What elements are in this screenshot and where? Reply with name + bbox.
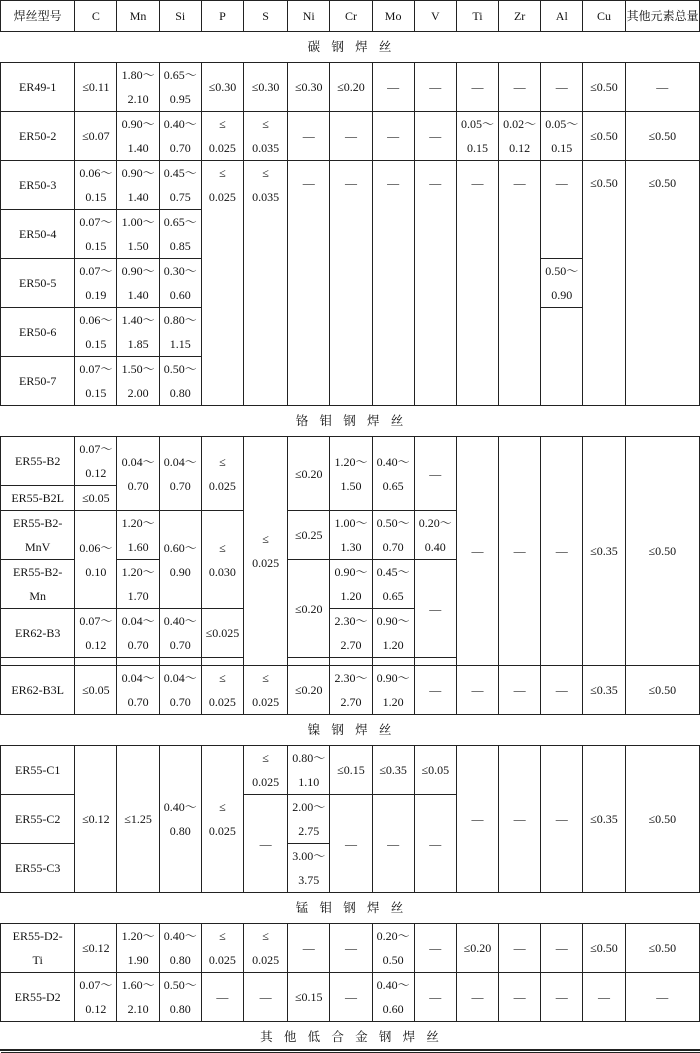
- value-cell: —: [499, 437, 541, 666]
- value-cell: 0.06～ 0.15: [75, 161, 117, 210]
- value-cell: —: [541, 973, 583, 1022]
- model-cell: ER55-D2: [1, 973, 75, 1022]
- header-cell: Cu: [583, 1, 625, 32]
- value-cell: 0.07～ 0.12: [75, 437, 117, 486]
- value-cell: 1.50～ 2.00: [117, 357, 159, 406]
- model-cell: ER50-6: [1, 308, 75, 357]
- section-title: 其他低合金钢焊丝: [1, 1022, 700, 1053]
- value-cell: 0.90～ 1.40: [117, 161, 159, 210]
- value-cell: ≤0.50: [583, 924, 625, 973]
- value-cell: ≤0.50: [583, 112, 625, 161]
- value-cell: —: [541, 746, 583, 893]
- value-cell: —: [244, 795, 288, 893]
- model-cell: ER50-7: [1, 357, 75, 406]
- value-cell: 0.50～ 0.90: [541, 259, 583, 308]
- value-cell: —: [625, 973, 699, 1022]
- value-cell: ≤0.20: [456, 924, 498, 973]
- header-cell: Al: [541, 1, 583, 32]
- value-cell: ≤ 0.025: [201, 924, 243, 973]
- model-cell: ER55-B2- MnV: [1, 511, 75, 560]
- spacer-cell: [1, 658, 75, 666]
- value-cell: ≤ 0.030: [201, 511, 243, 609]
- value-cell: —: [625, 63, 699, 112]
- value-cell: ≤0.50: [583, 63, 625, 112]
- value-cell: 1.00～ 1.30: [330, 511, 372, 560]
- value-cell: [541, 308, 583, 406]
- value-cell: 0.40～ 0.60: [372, 973, 414, 1022]
- value-cell: ≤0.20: [330, 63, 372, 112]
- value-cell: ≤0.50: [625, 924, 699, 973]
- model-cell: ER55-C2: [1, 795, 75, 844]
- value-cell: 0.07～ 0.12: [75, 973, 117, 1022]
- value-cell: ≤ 0.025: [201, 161, 243, 406]
- value-cell: —: [456, 437, 498, 666]
- value-cell: 0.50～ 0.70: [372, 511, 414, 560]
- section-row: [1, 1022, 700, 1053]
- value-cell: 0.90～ 1.20: [372, 666, 414, 715]
- table-row: [1, 746, 700, 795]
- value-cell: 0.20～ 0.50: [372, 924, 414, 973]
- header-cell: 焊丝型号: [1, 1, 75, 32]
- model-cell: ER55-B2L: [1, 486, 75, 511]
- spacer-cell: [330, 658, 372, 666]
- value-cell: —: [499, 973, 541, 1022]
- value-cell: —: [414, 112, 456, 161]
- section-title: 镍钢焊丝: [1, 715, 700, 746]
- value-cell: ≤0.05: [414, 746, 456, 795]
- value-cell: 1.60～ 2.10: [117, 973, 159, 1022]
- value-cell: 3.00～ 3.75: [288, 844, 330, 893]
- value-cell: —: [288, 161, 330, 406]
- value-cell: —: [414, 924, 456, 973]
- value-cell: —: [583, 973, 625, 1022]
- value-cell: —: [330, 112, 372, 161]
- header-cell: P: [201, 1, 243, 32]
- model-cell: ER50-3: [1, 161, 75, 210]
- value-cell: —: [456, 746, 498, 893]
- value-cell: —: [372, 161, 414, 406]
- value-cell: ≤0.05: [75, 486, 117, 511]
- value-cell: ≤0.30: [288, 63, 330, 112]
- value-cell: —: [456, 973, 498, 1022]
- value-cell: 0.90～ 1.20: [372, 609, 414, 658]
- header-cell: Zr: [499, 1, 541, 32]
- value-cell: —: [414, 795, 456, 893]
- model-cell: ER50-4: [1, 210, 75, 259]
- model-cell: ER55-D2- Ti: [1, 924, 75, 973]
- model-cell: ER55-B2: [1, 437, 75, 486]
- value-cell: ≤0.30: [244, 63, 288, 112]
- value-cell: 1.80～ 2.10: [117, 63, 159, 112]
- value-cell: 1.20～ 1.70: [117, 560, 159, 609]
- value-cell: —: [372, 112, 414, 161]
- value-cell: 0.65～ 0.95: [159, 63, 201, 112]
- value-cell: 0.40～ 0.65: [372, 437, 414, 511]
- value-cell: —: [414, 161, 456, 406]
- header-cell: Ni: [288, 1, 330, 32]
- spacer-cell: [75, 658, 117, 666]
- value-cell: 0.90～ 1.40: [117, 259, 159, 308]
- value-cell: 0.04～ 0.70: [117, 609, 159, 658]
- value-cell: 0.05～ 0.15: [456, 112, 498, 161]
- spacer-cell: [288, 658, 330, 666]
- value-cell: 0.02～ 0.12: [499, 112, 541, 161]
- value-cell: 0.06～ 0.10: [75, 511, 117, 609]
- value-cell: —: [499, 161, 541, 406]
- header-cell: Ti: [456, 1, 498, 32]
- table-row: [1, 924, 700, 973]
- header-cell: C: [75, 1, 117, 32]
- value-cell: ≤0.07: [75, 112, 117, 161]
- section-row: [1, 893, 700, 924]
- value-cell: —: [201, 973, 243, 1022]
- value-cell: —: [541, 924, 583, 973]
- value-cell: ≤0.50: [625, 161, 699, 406]
- value-cell: 0.30～ 0.60: [159, 259, 201, 308]
- value-cell: ≤0.50: [583, 161, 625, 406]
- value-cell: ≤0.50: [625, 437, 699, 666]
- value-cell: —: [499, 924, 541, 973]
- value-cell: 0.04～ 0.70: [117, 666, 159, 715]
- section-title: 铬钼钢焊丝: [1, 406, 700, 437]
- value-cell: —: [330, 795, 372, 893]
- spacer-cell: [117, 658, 159, 666]
- value-cell: 0.80～ 1.10: [288, 746, 330, 795]
- table-row: [1, 437, 700, 486]
- value-cell: 1.00～ 1.50: [117, 210, 159, 259]
- value-cell: ≤0.05: [75, 666, 117, 715]
- value-cell: ≤ 0.025: [201, 746, 243, 893]
- table-row: [1, 63, 700, 112]
- value-cell: ≤0.11: [75, 63, 117, 112]
- spacer-cell: [159, 658, 201, 666]
- value-cell: ≤ 0.025: [201, 666, 243, 715]
- value-cell: ≤0.25: [288, 511, 330, 560]
- value-cell: ≤0.12: [75, 924, 117, 973]
- value-cell: 1.20～ 1.90: [117, 924, 159, 973]
- header-cell: V: [414, 1, 456, 32]
- value-cell: 0.07～ 0.12: [75, 609, 117, 658]
- header-cell: 其他元素总量: [625, 1, 699, 32]
- value-cell: 0.60～ 0.90: [159, 511, 201, 609]
- value-cell: —: [372, 795, 414, 893]
- value-cell: —: [541, 63, 583, 112]
- value-cell: ≤0.35: [372, 746, 414, 795]
- value-cell: ≤ 0.035: [244, 112, 288, 161]
- value-cell: 0.65～ 0.85: [159, 210, 201, 259]
- value-cell: —: [541, 666, 583, 715]
- value-cell: —: [499, 63, 541, 112]
- model-cell: ER62-B3L: [1, 666, 75, 715]
- value-cell: —: [414, 560, 456, 658]
- spacer-cell: [201, 658, 243, 666]
- value-cell: —: [541, 161, 583, 259]
- value-cell: 0.04～ 0.70: [117, 437, 159, 511]
- value-cell: 1.20～ 1.50: [330, 437, 372, 511]
- value-cell: —: [288, 924, 330, 973]
- value-cell: 0.04～ 0.70: [159, 437, 201, 511]
- value-cell: ≤0.50: [625, 746, 699, 893]
- value-cell: 2.30～ 2.70: [330, 666, 372, 715]
- value-cell: —: [456, 666, 498, 715]
- value-cell: 0.90～ 1.20: [330, 560, 372, 609]
- value-cell: 0.07～ 0.15: [75, 210, 117, 259]
- section-row: [1, 406, 700, 437]
- table-row: [1, 973, 700, 1022]
- value-cell: 0.05～ 0.15: [541, 112, 583, 161]
- value-cell: ≤0.15: [288, 973, 330, 1022]
- value-cell: —: [456, 161, 498, 406]
- model-cell: ER55-C1: [1, 746, 75, 795]
- value-cell: 0.45～ 0.75: [159, 161, 201, 210]
- value-cell: ≤ 0.035: [244, 161, 288, 406]
- value-cell: 0.07～ 0.15: [75, 357, 117, 406]
- value-cell: ≤0.35: [583, 746, 625, 893]
- value-cell: —: [330, 973, 372, 1022]
- value-cell: —: [414, 63, 456, 112]
- value-cell: —: [499, 666, 541, 715]
- value-cell: —: [330, 161, 372, 406]
- value-cell: ≤0.025: [201, 609, 243, 658]
- value-cell: 0.40～ 0.80: [159, 924, 201, 973]
- value-cell: —: [244, 973, 288, 1022]
- value-cell: 0.07～ 0.19: [75, 259, 117, 308]
- value-cell: ≤0.50: [625, 666, 699, 715]
- section-title: 锰钼钢焊丝: [1, 893, 700, 924]
- value-cell: —: [414, 666, 456, 715]
- value-cell: —: [541, 437, 583, 666]
- value-cell: ≤ 0.025: [201, 437, 243, 511]
- value-cell: ≤0.35: [583, 666, 625, 715]
- value-cell: ≤0.15: [330, 746, 372, 795]
- value-cell: 0.40～ 0.80: [159, 746, 201, 893]
- value-cell: ≤ 0.025: [244, 746, 288, 795]
- model-cell: ER62-B3: [1, 609, 75, 658]
- value-cell: 0.06～ 0.15: [75, 308, 117, 357]
- model-cell: ER50-5: [1, 259, 75, 308]
- section-row: [1, 715, 700, 746]
- value-cell: 1.20～ 1.60: [117, 511, 159, 560]
- table-row: [1, 112, 700, 161]
- value-cell: ≤0.20: [288, 560, 330, 658]
- value-cell: —: [456, 63, 498, 112]
- value-cell: ≤ 0.025: [201, 112, 243, 161]
- table-row: [1, 666, 700, 715]
- header-cell: Cr: [330, 1, 372, 32]
- header-cell: Mo: [372, 1, 414, 32]
- value-cell: —: [414, 437, 456, 511]
- value-cell: 0.50～ 0.80: [159, 973, 201, 1022]
- value-cell: 0.80～ 1.15: [159, 308, 201, 357]
- value-cell: 0.90～ 1.40: [117, 112, 159, 161]
- value-cell: ≤0.50: [625, 112, 699, 161]
- section-title: 碳钢焊丝: [1, 32, 700, 63]
- header-row: [1, 1, 700, 32]
- value-cell: —: [372, 63, 414, 112]
- value-cell: —: [414, 973, 456, 1022]
- value-cell: 2.30～ 2.70: [330, 609, 372, 658]
- value-cell: 2.00～ 2.75: [288, 795, 330, 844]
- spacer-cell: [414, 658, 456, 666]
- header-cell: S: [244, 1, 288, 32]
- value-cell: ≤0.20: [288, 666, 330, 715]
- value-cell: —: [330, 924, 372, 973]
- value-cell: ≤ 0.025: [244, 666, 288, 715]
- value-cell: —: [288, 112, 330, 161]
- value-cell: 1.40～ 1.85: [117, 308, 159, 357]
- section-row: [1, 32, 700, 63]
- table-row: [1, 161, 700, 210]
- value-cell: ≤ 0.025: [244, 437, 288, 666]
- header-cell: Mn: [117, 1, 159, 32]
- model-cell: ER49-1: [1, 63, 75, 112]
- value-cell: 0.40～ 0.70: [159, 112, 201, 161]
- value-cell: 0.45～ 0.65: [372, 560, 414, 609]
- value-cell: 0.04～ 0.70: [159, 666, 201, 715]
- model-cell: ER55-B2- Mn: [1, 560, 75, 609]
- spacer-cell: [372, 658, 414, 666]
- value-cell: ≤1.25: [117, 746, 159, 893]
- value-cell: ≤0.20: [288, 437, 330, 511]
- header-cell: Si: [159, 1, 201, 32]
- value-cell: ≤0.12: [75, 746, 117, 893]
- value-cell: ≤ 0.025: [244, 924, 288, 973]
- value-cell: ≤0.30: [201, 63, 243, 112]
- value-cell: 0.40～ 0.70: [159, 609, 201, 658]
- value-cell: ≤0.35: [583, 437, 625, 666]
- value-cell: 0.20～ 0.40: [414, 511, 456, 560]
- model-cell: ER50-2: [1, 112, 75, 161]
- value-cell: 0.50～ 0.80: [159, 357, 201, 406]
- model-cell: ER55-C3: [1, 844, 75, 893]
- value-cell: —: [499, 746, 541, 893]
